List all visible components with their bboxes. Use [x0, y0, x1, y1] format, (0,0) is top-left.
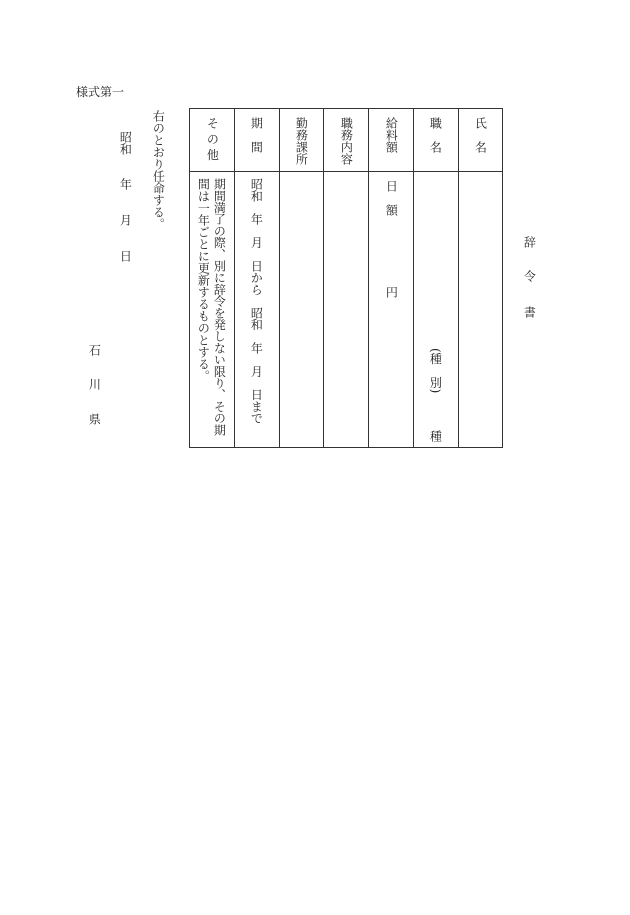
issuer-char-2: 川 [87, 378, 102, 390]
header-period: 期 間 [249, 117, 264, 153]
column-divider [368, 109, 369, 447]
issuer-char-1: 石 [87, 344, 102, 356]
column-divider [413, 109, 414, 447]
date-month: 月 [118, 214, 133, 226]
header-salary: 給料額 [384, 117, 399, 153]
form-number-label: 様式第一 [76, 85, 125, 99]
other-note-line-1: 期間満了の際、別に辞令を発しない限り、その期 [212, 178, 227, 436]
table-header-divider [190, 171, 502, 172]
other-note-line-2: 間は一年ごとに更新するものとする。 [196, 178, 211, 382]
column-divider [458, 109, 459, 447]
date-year: 年 [118, 178, 133, 190]
appointment-statement: 右のとおり任命する。 [151, 110, 166, 230]
document-title-char-3: 書 [522, 306, 537, 318]
date-day: 日 [118, 250, 133, 262]
salary-yen-unit: 円 [384, 286, 399, 298]
date-era: 昭和 [118, 131, 133, 155]
document-title-char-2: 令 [522, 270, 537, 282]
header-other: そ の 他 [205, 117, 220, 161]
column-divider [234, 109, 235, 447]
column-divider [323, 109, 324, 447]
position-kind-suffix: 種 [428, 430, 443, 442]
header-position: 職 名 [428, 117, 443, 153]
position-kind: (種 別) [428, 348, 443, 394]
document-title-char-1: 辞 [522, 236, 537, 248]
salary-daily-label: 日 額 [384, 180, 399, 216]
header-duties: 職務内容 [339, 117, 354, 165]
period-value: 昭和 年 月 日から 昭和 年 月 日まで [249, 178, 264, 424]
header-workplace: 勤務課所 [294, 117, 309, 165]
column-divider [279, 109, 280, 447]
header-name: 氏 名 [473, 117, 488, 153]
issuer-char-3: 県 [87, 413, 102, 425]
